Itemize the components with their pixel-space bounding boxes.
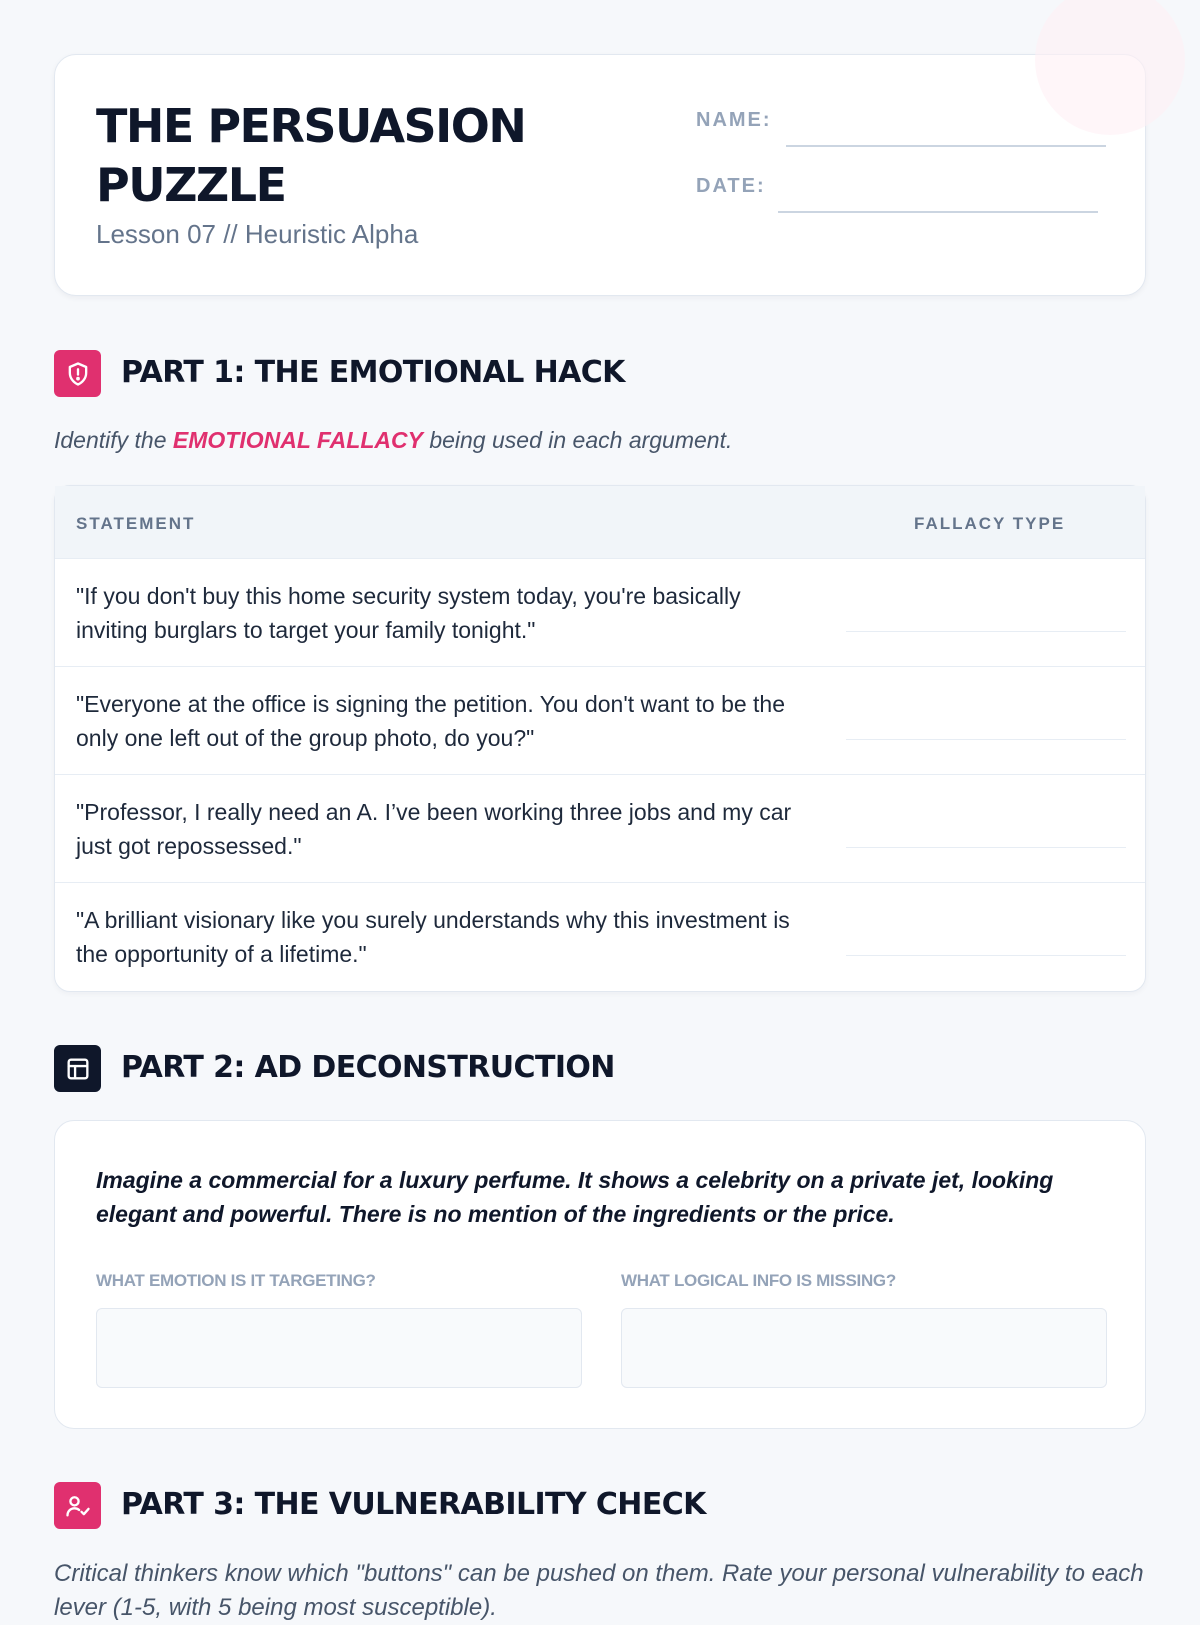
column-header-fallacy-type: FALLACY TYPE — [914, 514, 1066, 533]
page-title: THE PERSUASION PUZZLE — [96, 99, 526, 212]
column-header-statement: STATEMENT — [76, 514, 196, 533]
part3-title: PART 3: THE VULNERABILITY CHECK — [121, 1487, 706, 1522]
part1-instructions — [54, 427, 732, 454]
instruction-highlight: EMOTIONAL FALLACY — [172, 427, 423, 453]
fallacy-answer-field[interactable] — [846, 847, 1126, 848]
date-label: DATE: — [696, 175, 766, 197]
shield-alert-icon — [54, 350, 101, 397]
ad-scenario-text: Imagine a commercial for a luxury perfume. It shows a celebrity on a private jet, looking elegant and powerful. There is no mention of the ingredients or the price. — [96, 1167, 1054, 1227]
table-row — [55, 883, 1145, 991]
statement-text: "Everyone at the office is signing the petition. You don't want to be the only one left out of the group photo, do you?" — [76, 691, 786, 751]
page-subtitle: Lesson 07 // Heuristic Alpha — [96, 219, 419, 249]
part1-title: PART 1: THE EMOTIONAL HACK — [121, 355, 625, 390]
table-header — [55, 486, 1145, 559]
ad-scenario-card — [54, 1120, 1146, 1429]
fallacy-table — [54, 485, 1146, 992]
user-check-icon — [54, 1482, 101, 1529]
table-row — [55, 559, 1145, 667]
statement-text: "Professor, I really need an A. I’ve been working three jobs and my car just got repossessed." — [76, 799, 792, 859]
table-row — [55, 667, 1145, 775]
fallacy-answer-field[interactable] — [846, 631, 1126, 632]
missing-info-question-label: WHAT LOGICAL INFO IS MISSING? — [621, 1271, 896, 1290]
table-row — [55, 775, 1145, 883]
header-card — [54, 54, 1146, 296]
instruction-text: Identify the — [54, 427, 173, 453]
name-field[interactable] — [786, 145, 1106, 147]
emotion-question-label: WHAT EMOTION IS IT TARGETING? — [96, 1271, 376, 1290]
statement-text: "A brilliant visionary like you surely understands why this investment is the opportunity of a lifetime." — [76, 907, 790, 967]
fallacy-answer-field[interactable] — [846, 955, 1126, 956]
part3-instructions: Critical thinkers know which "buttons" can be pushed on them. Rate your personal vulnerability to each lever (1-5, with 5 being most susceptible). — [54, 1560, 1144, 1621]
statement-text: "If you don't buy this home security system today, you're basically inviting burglars to target your family tonight." — [76, 583, 741, 643]
fallacy-answer-field[interactable] — [846, 739, 1126, 740]
emotion-answer-box[interactable] — [96, 1308, 582, 1388]
date-field[interactable] — [778, 211, 1098, 213]
part2-title: PART 2: AD DECONSTRUCTION — [121, 1050, 615, 1085]
missing-info-answer-box[interactable] — [621, 1308, 1107, 1388]
name-label: NAME: — [696, 109, 772, 131]
decorative-circle — [1035, 0, 1185, 135]
instruction-text-end: being used in each argument. — [422, 427, 733, 453]
layout-icon — [54, 1045, 101, 1092]
